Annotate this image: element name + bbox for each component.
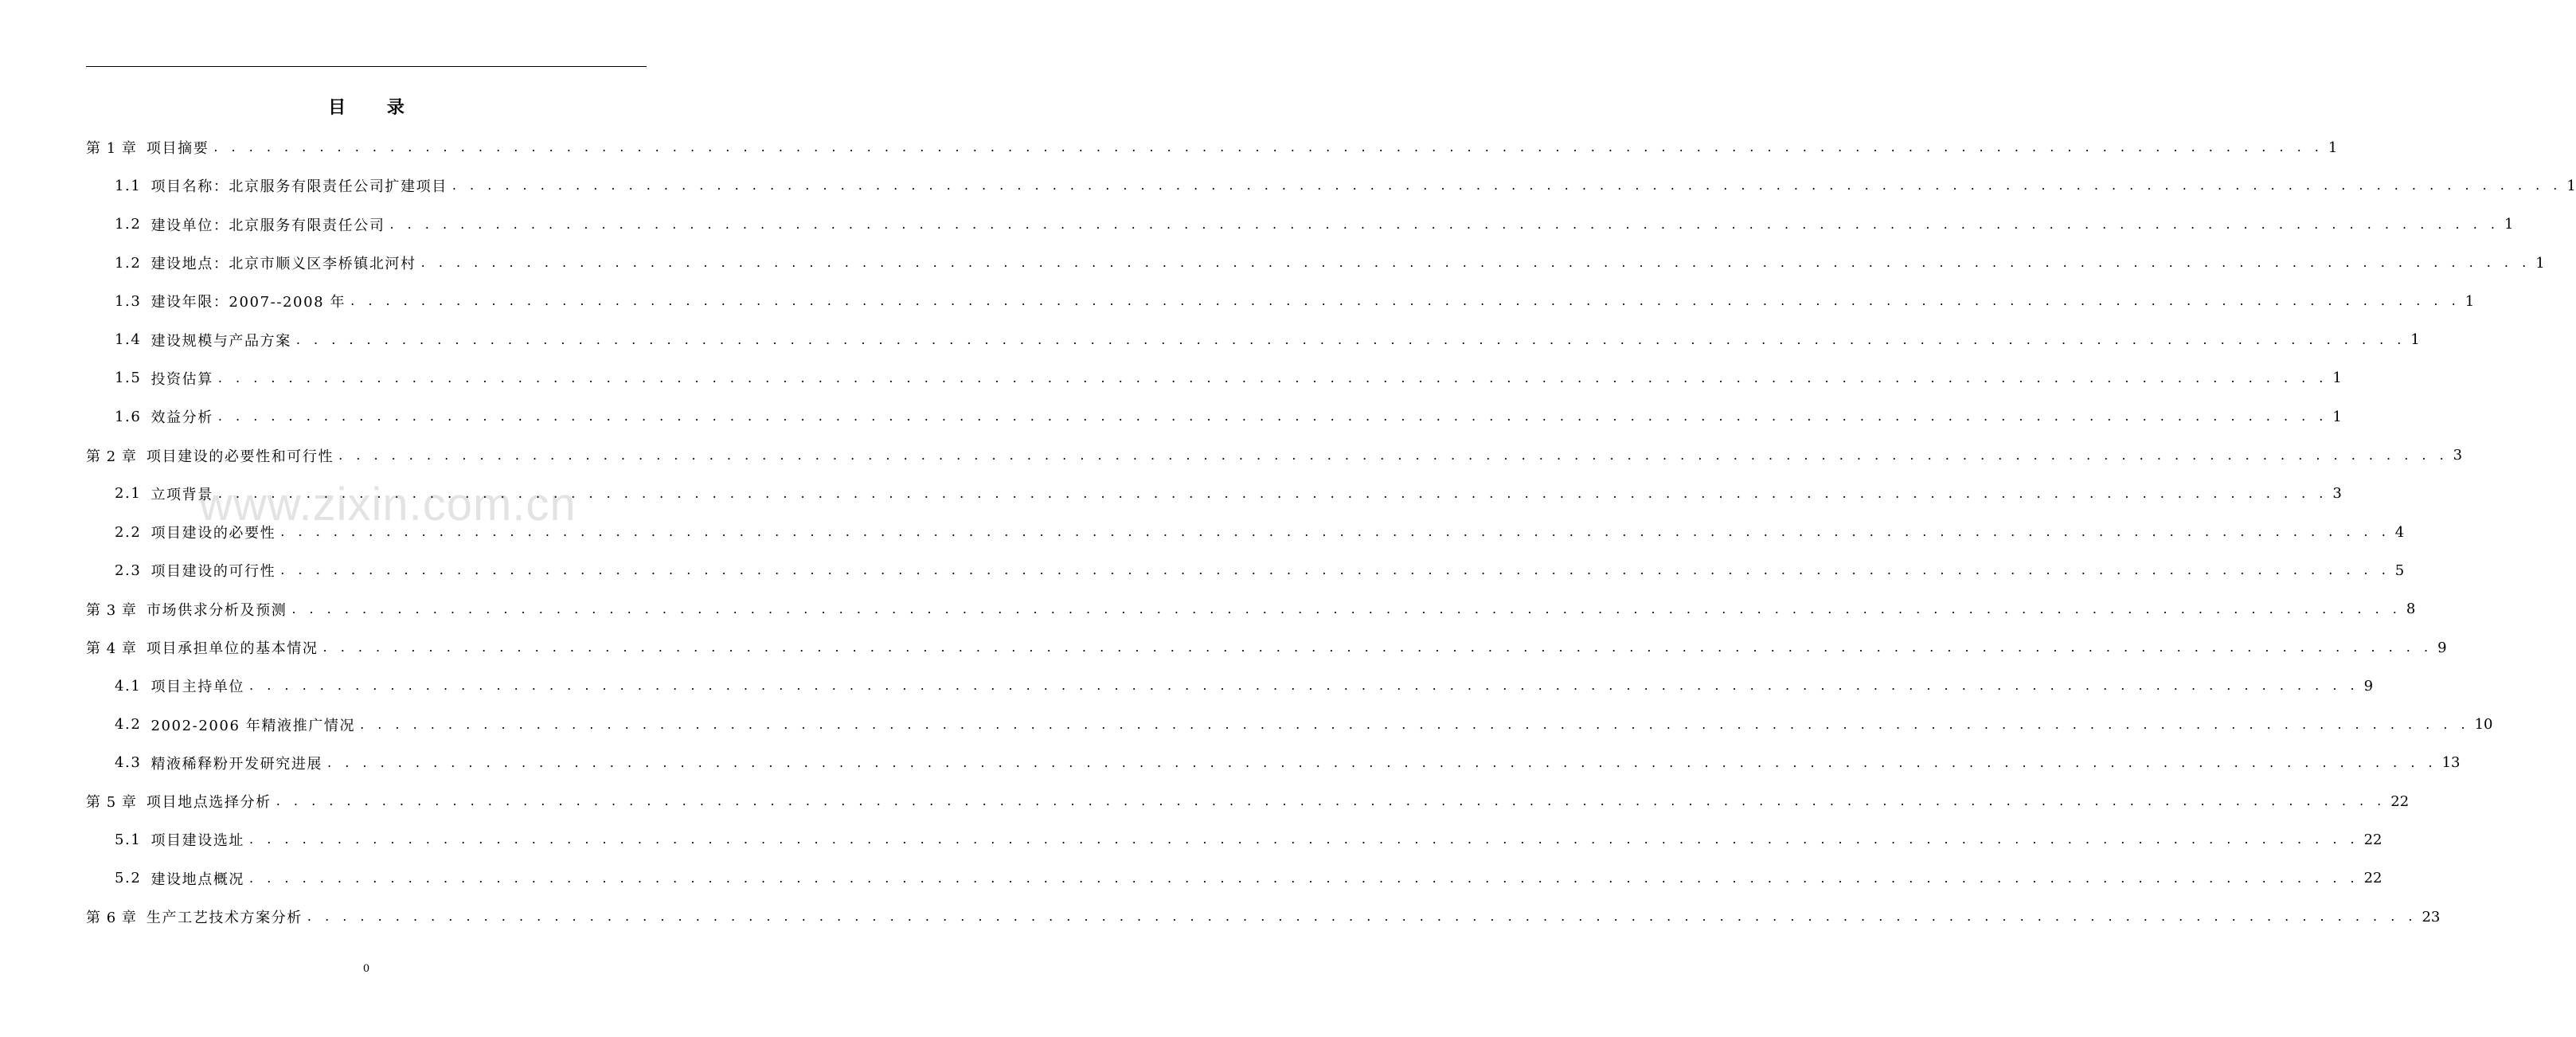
dot-leader: . . . . . . . . . . . . . . . . . . . . . . . . . . . . . . . . . . . . . . . . . . . . . . . . . . . . . . . . . . . . . . . . . . . . . . . . . . . . . . . . . . . . . . . . . . . . . . . . . . . . . . . . . . . . . . . . . . . . . . . .: [327, 754, 2437, 770]
toc-entry[interactable]: [86, 782, 2410, 820]
dot-leader: . . . . . . . . . . . . . . . . . . . . . . . . . . . . . . . . . . . . . . . . . . . . . . . . . . . . . . . . . . . . . . . . . . . . . . . . . . . . . . . . . . . . . . . . . . . . . . . . . . . . . . . . . . . . . . . . . . . . . . . .: [217, 409, 2328, 425]
toc-entry[interactable]: [86, 475, 2342, 513]
toc-entry-page: 22: [2390, 792, 2410, 810]
toc-entry[interactable]: [86, 205, 2514, 244]
toc-entry-title: 项目建设的必要性: [150, 525, 276, 542]
toc-entry-title: 立项背景: [150, 486, 213, 503]
toc-entry-number: 1.4: [115, 331, 142, 349]
toc-entry-title: 建设地点：北京市顺义区李桥镇北河村: [150, 256, 416, 273]
toc-entry-page: 5: [2394, 562, 2405, 579]
toc-entry-page: 1: [2328, 139, 2338, 156]
toc-entry-number: 1.2: [115, 254, 142, 272]
toc-entry-page: 1: [2465, 292, 2475, 310]
toc-entry[interactable]: [86, 590, 2416, 628]
page-number: 0: [362, 963, 370, 975]
toc-entry-title: 项目地点选择分析: [146, 794, 272, 812]
toc-entry-page: 1: [2535, 254, 2545, 272]
dot-leader: . . . . . . . . . . . . . . . . . . . . . . . . . . . . . . . . . . . . . . . . . . . . . . . . . . . . . . . . . . . . . . . . . . . . . . . . . . . . . . . . . . . . . . . . . . . . . . . . . . . . . . . . . . . . . . . . . . . . . . . .: [217, 370, 2328, 385]
toc-entry-page: 9: [2437, 639, 2447, 656]
toc-entry-number: 第 2 章: [86, 448, 137, 465]
dot-leader: . . . . . . . . . . . . . . . . . . . . . . . . . . . . . . . . . . . . . . . . . . . . . . . . . . . . . . . . . . . . . . . . . . . . . . . . . . . . . . . . . . . . . . . . . . . . . . . . . . . . . . . . . . . . . . . . . . . . . . . .: [420, 255, 2531, 271]
toc-title: 目 录: [328, 97, 422, 118]
toc-entry[interactable]: [86, 244, 2545, 282]
toc-entry[interactable]: [86, 820, 2383, 859]
toc-entry[interactable]: [86, 436, 2463, 474]
dot-leader: . . . . . . . . . . . . . . . . . . . . . . . . . . . . . . . . . . . . . . . . . . . . . . . . . . . . . . . . . . . . . . . . . . . . . . . . . . . . . . . . . . . . . . . . . . . . . . . . . . . . . . . . . . . . . . . . . . . . . . . .: [217, 485, 2328, 501]
toc-entry-number: 5.2: [115, 870, 142, 887]
toc-entry-title: 精液稀释粉开发研究进展: [150, 755, 323, 773]
toc-entry[interactable]: [86, 397, 2342, 436]
toc-entry-number: 第 5 章: [86, 794, 137, 812]
toc-entry-title: 建设年限：2007--2008 年: [150, 294, 346, 311]
toc-entry-page: 1: [2332, 408, 2342, 425]
toc-entry-title: 项目建设的可行性: [150, 563, 276, 581]
dot-leader: . . . . . . . . . . . . . . . . . . . . . . . . . . . . . . . . . . . . . . . . . . . . . . . . . . . . . . . . . . . . . . . . . . . . . . . . . . . . . . . . . . . . . . . . . . . . . . . . . . . . . . . . . . . . . . . . . . . . . . . .: [360, 716, 2470, 732]
toc-entry[interactable]: [86, 513, 2405, 551]
toc-entry-title: 2002-2006 年精液推广情况: [150, 717, 356, 734]
toc-entry-title: 项目主持单位: [150, 679, 245, 696]
toc-entry-title: 项目名称：北京服务有限责任公司扩建项目: [150, 178, 448, 196]
toc-entry-title: 市场供求分析及预测: [146, 601, 287, 619]
dot-leader: . . . . . . . . . . . . . . . . . . . . . . . . . . . . . . . . . . . . . . . . . . . . . . . . . . . . . . . . . . . . . . . . . . . . . . . . . . . . . . . . . . . . . . . . . . . . . . . . . . . . . . . . . . . . . . . . . . . . . . . .: [276, 793, 2386, 809]
toc-entry-page: 22: [2363, 870, 2383, 887]
dot-leader: . . . . . . . . . . . . . . . . . . . . . . . . . . . . . . . . . . . . . . . . . . . . . . . . . . . . . . . . . . . . . . . . . . . . . . . . . . . . . . . . . . . . . . . . . . . . . . . . . . . . . . . . . . . . . . . . . . . . . . . .: [451, 178, 2562, 194]
toc-entry-number: 2.2: [115, 523, 142, 541]
dot-leader: . . . . . . . . . . . . . . . . . . . . . . . . . . . . . . . . . . . . . . . . . . . . . . . . . . . . . . . . . . . . . . . . . . . . . . . . . . . . . . . . . . . . . . . . . . . . . . . . . . . . . . . . . . . . . . . . . . . . . . . .: [249, 870, 2359, 886]
dot-leader: . . . . . . . . . . . . . . . . . . . . . . . . . . . . . . . . . . . . . . . . . . . . . . . . . . . . . . . . . . . . . . . . . . . . . . . . . . . . . . . . . . . . . . . . . . . . . . . . . . . . . . . . . . . . . . . . . . . . . . . .: [389, 216, 2500, 232]
toc-entry[interactable]: [86, 859, 2383, 898]
toc-entry-page: 13: [2441, 754, 2461, 772]
dot-leader: . . . . . . . . . . . . . . . . . . . . . . . . . . . . . . . . . . . . . . . . . . . . . . . . . . . . . . . . . . . . . . . . . . . . . . . . . . . . . . . . . . . . . . . . . . . . . . . . . . . . . . . . . . . . . . . . . . . . . . . .: [291, 601, 2402, 616]
toc-entry-number: 第 6 章: [86, 910, 137, 927]
toc-entry[interactable]: [86, 705, 2493, 743]
dot-leader: . . . . . . . . . . . . . . . . . . . . . . . . . . . . . . . . . . . . . . . . . . . . . . . . . . . . . . . . . . . . . . . . . . . . . . . . . . . . . . . . . . . . . . . . . . . . . . . . . . . . . . . . . . . . . . . . . . . . . . . .: [213, 139, 2324, 155]
dot-leader: . . . . . . . . . . . . . . . . . . . . . . . . . . . . . . . . . . . . . . . . . . . . . . . . . . . . . . . . . . . . . . . . . . . . . . . . . . . . . . . . . . . . . . . . . . . . . . . . . . . . . . . . . . . . . . . . . . . . . . . .: [338, 447, 2449, 463]
toc-entry-page: 23: [2422, 908, 2441, 925]
header-rule: [86, 66, 647, 67]
toc-entry-page: 1: [2332, 370, 2342, 387]
toc-entry-number: 第 4 章: [86, 640, 137, 657]
dot-leader: . . . . . . . . . . . . . . . . . . . . . . . . . . . . . . . . . . . . . . . . . . . . . . . . . . . . . . . . . . . . . . . . . . . . . . . . . . . . . . . . . . . . . . . . . . . . . . . . . . . . . . . . . . . . . . . . . . . . . . . .: [350, 293, 2461, 309]
toc-entry-number: 1.2: [115, 216, 142, 233]
dot-leader: . . . . . . . . . . . . . . . . . . . . . . . . . . . . . . . . . . . . . . . . . . . . . . . . . . . . . . . . . . . . . . . . . . . . . . . . . . . . . . . . . . . . . . . . . . . . . . . . . . . . . . . . . . . . . . . . . . . . . . . .: [280, 562, 2390, 578]
toc-entry-number: 2.1: [115, 485, 142, 503]
toc-entry-title: 项目建设选址: [150, 832, 245, 850]
toc-entry-title: 项目建设的必要性和可行性: [146, 448, 334, 465]
toc-entry-page: 8: [2406, 601, 2416, 618]
toc-entry-number: 1.3: [115, 292, 142, 310]
toc-entry[interactable]: [86, 744, 2461, 782]
toc-entry-title: 项目承担单位的基本情况: [146, 640, 319, 657]
dot-leader: . . . . . . . . . . . . . . . . . . . . . . . . . . . . . . . . . . . . . . . . . . . . . . . . . . . . . . . . . . . . . . . . . . . . . . . . . . . . . . . . . . . . . . . . . . . . . . . . . . . . . . . . . . . . . . . . . . . . . . . .: [295, 331, 2406, 347]
toc-entry-page: 4: [2394, 523, 2405, 541]
dot-leader: . . . . . . . . . . . . . . . . . . . . . . . . . . . . . . . . . . . . . . . . . . . . . . . . . . . . . . . . . . . . . . . . . . . . . . . . . . . . . . . . . . . . . . . . . . . . . . . . . . . . . . . . . . . . . . . . . . . . . . . .: [249, 832, 2359, 847]
toc-entry-page: 1: [2566, 177, 2576, 194]
toc-entry-number: 4.1: [115, 677, 142, 695]
toc-list: [86, 128, 2576, 936]
toc-entry-number: 1.1: [115, 177, 142, 194]
dot-leader: . . . . . . . . . . . . . . . . . . . . . . . . . . . . . . . . . . . . . . . . . . . . . . . . . . . . . . . . . . . . . . . . . . . . . . . . . . . . . . . . . . . . . . . . . . . . . . . . . . . . . . . . . . . . . . . . . . . . . . . .: [322, 640, 2433, 655]
toc-entry-number: 5.1: [115, 831, 142, 848]
toc-entry-page: 1: [2410, 331, 2420, 349]
toc-entry-number: 1.6: [115, 408, 142, 425]
toc-entry[interactable]: [86, 551, 2405, 589]
toc-entry-page: 3: [2332, 485, 2342, 503]
toc-entry[interactable]: [86, 128, 2338, 166]
toc-entry-number: 第 1 章: [86, 140, 137, 158]
dot-leader: . . . . . . . . . . . . . . . . . . . . . . . . . . . . . . . . . . . . . . . . . . . . . . . . . . . . . . . . . . . . . . . . . . . . . . . . . . . . . . . . . . . . . . . . . . . . . . . . . . . . . . . . . . . . . . . . . . . . . . . .: [307, 909, 2418, 925]
toc-entry-title: 生产工艺技术方案分析: [146, 910, 303, 927]
toc-entry-title: 投资估算: [150, 370, 213, 388]
toc-entry-title: 效益分析: [150, 409, 213, 427]
toc-entry-page: 1: [2504, 216, 2514, 233]
toc-entry-title: 建设地点概况: [150, 871, 245, 888]
toc-entry[interactable]: [86, 898, 2441, 936]
toc-entry[interactable]: [86, 667, 2374, 705]
toc-entry-page: 9: [2363, 677, 2374, 695]
toc-entry-number: 1.5: [115, 370, 142, 387]
dot-leader: . . . . . . . . . . . . . . . . . . . . . . . . . . . . . . . . . . . . . . . . . . . . . . . . . . . . . . . . . . . . . . . . . . . . . . . . . . . . . . . . . . . . . . . . . . . . . . . . . . . . . . . . . . . . . . . . . . . . . . . .: [249, 678, 2359, 694]
toc-entry-title: 项目摘要: [146, 140, 209, 158]
toc-entry[interactable]: [86, 282, 2475, 320]
toc-entry-title: 建设规模与产品方案: [150, 332, 291, 350]
toc-entry-page: 22: [2363, 831, 2383, 848]
toc-entry[interactable]: [86, 320, 2420, 358]
toc-entry[interactable]: [86, 359, 2342, 397]
toc-entry[interactable]: [86, 166, 2576, 205]
toc-entry-number: 4.2: [115, 716, 142, 734]
toc-entry-number: 2.3: [115, 562, 142, 579]
dot-leader: . . . . . . . . . . . . . . . . . . . . . . . . . . . . . . . . . . . . . . . . . . . . . . . . . . . . . . . . . . . . . . . . . . . . . . . . . . . . . . . . . . . . . . . . . . . . . . . . . . . . . . . . . . . . . . . . . . . . . . . .: [280, 524, 2390, 540]
toc-entry-number: 4.3: [115, 754, 142, 772]
toc-entry-page: 10: [2474, 716, 2493, 734]
toc-entry-title: 建设单位：北京服务有限责任公司: [150, 217, 385, 234]
toc-entry-number: 第 3 章: [86, 601, 137, 619]
toc-entry[interactable]: [86, 628, 2447, 667]
toc-entry-page: 3: [2453, 447, 2463, 464]
watermark: www.zixin.com.cn: [199, 479, 577, 530]
